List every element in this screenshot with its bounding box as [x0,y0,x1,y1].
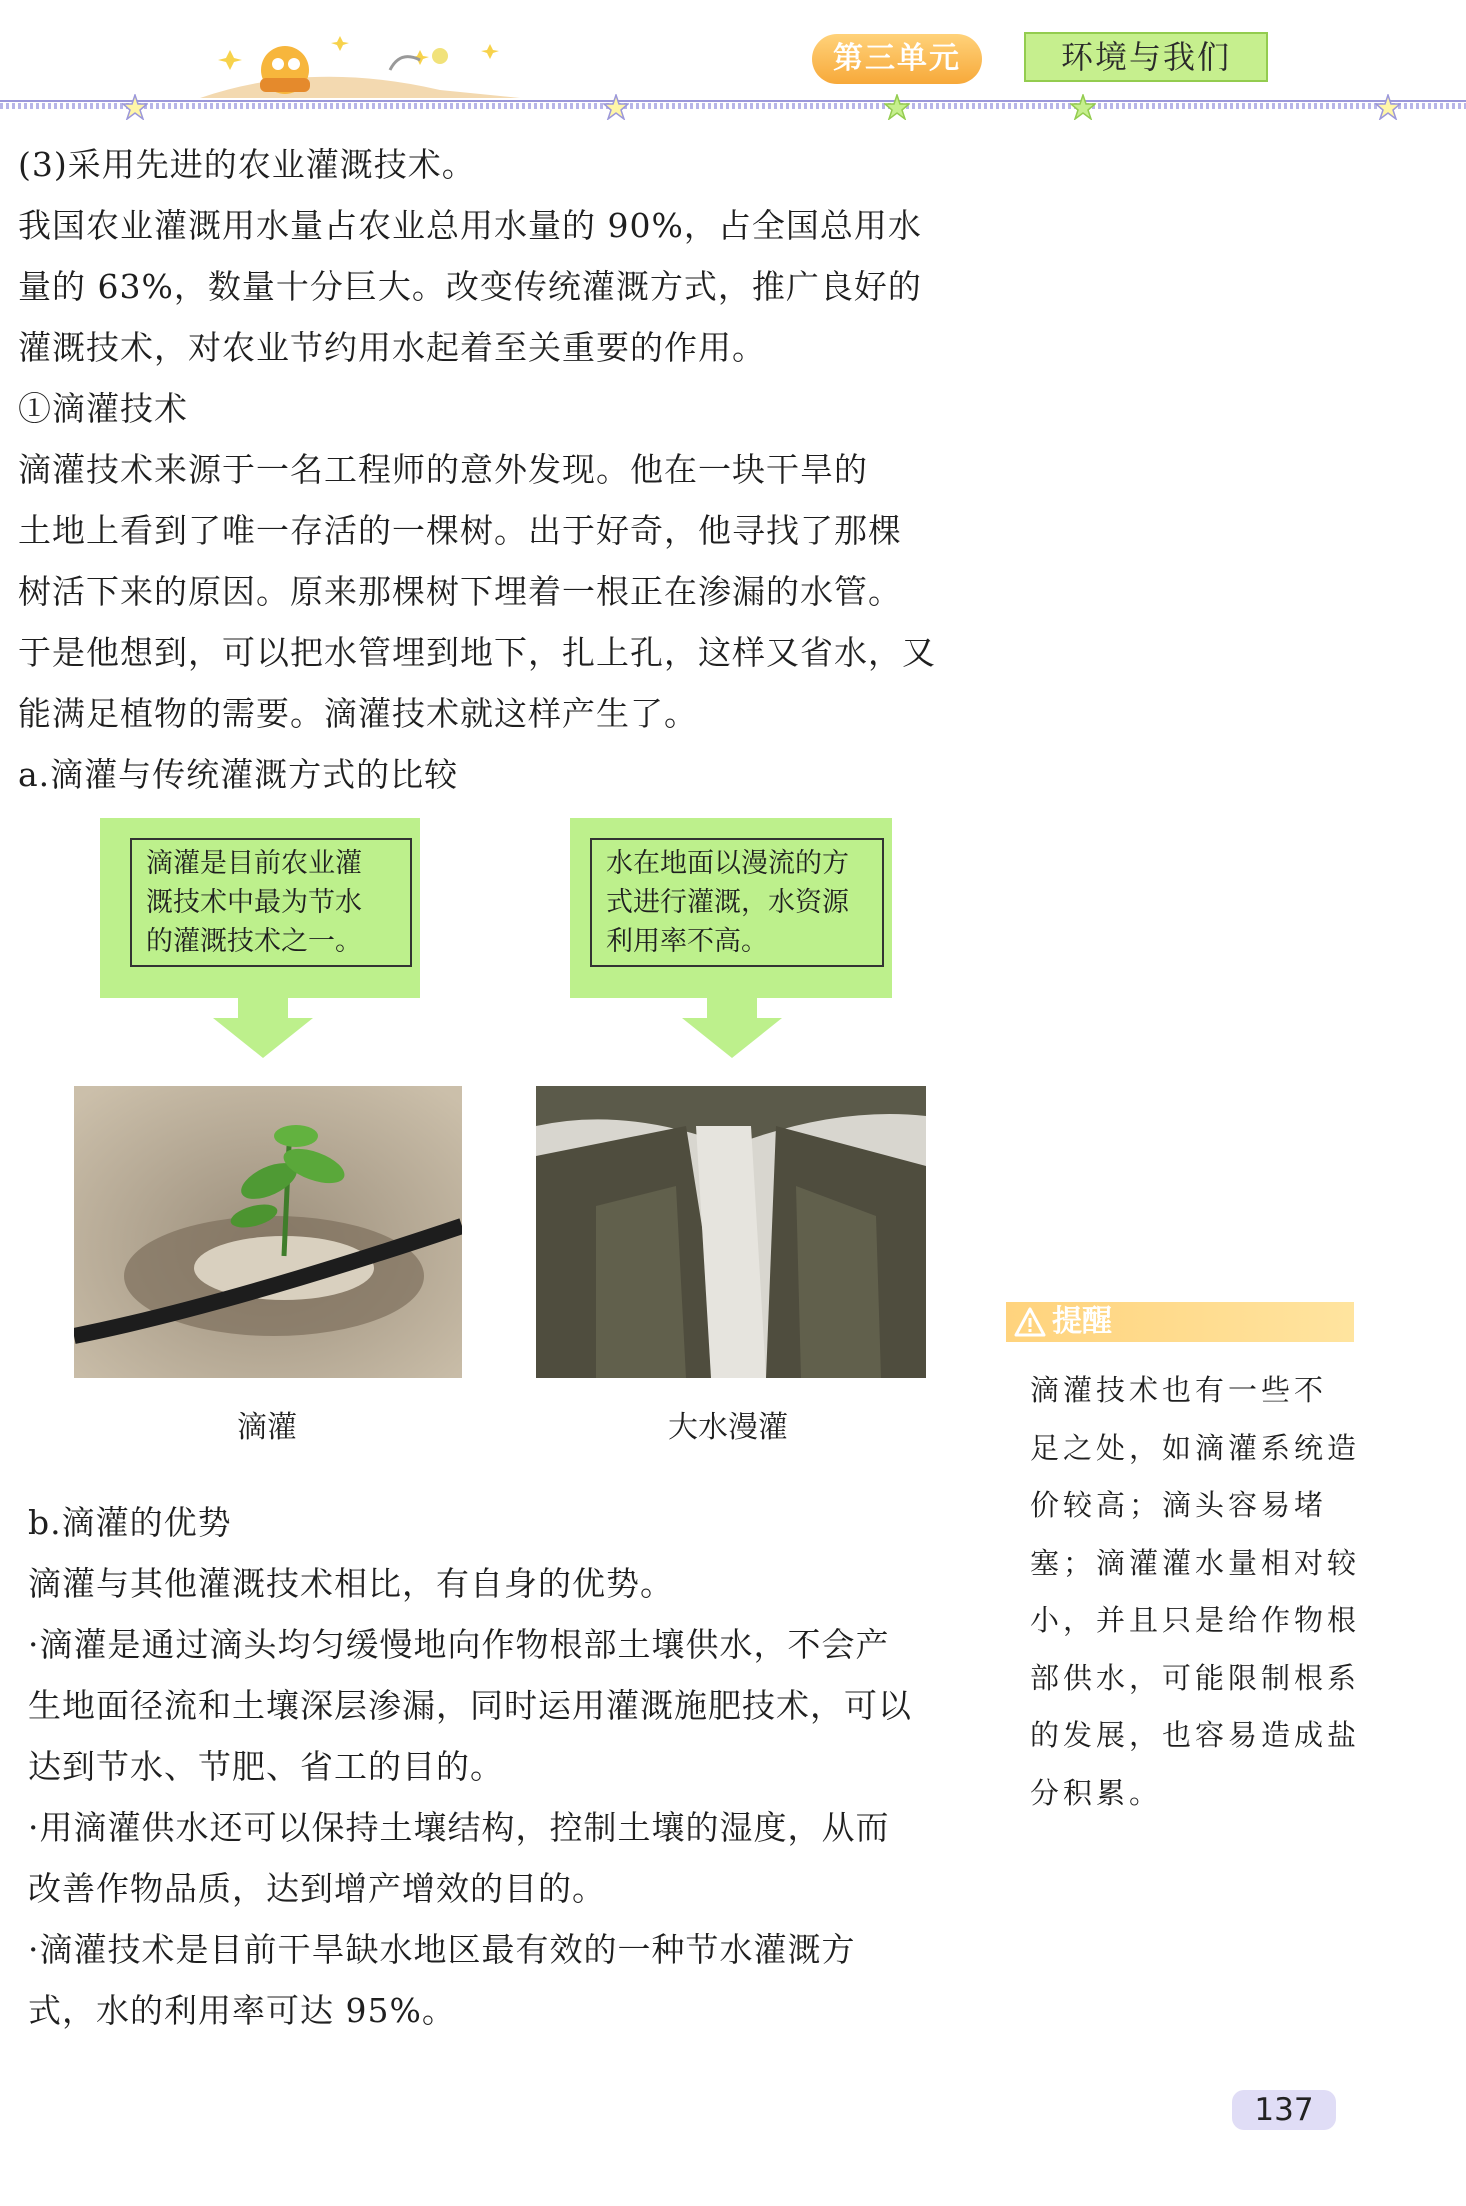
star-icon [1070,94,1096,120]
paragraph-line: 树活下来的原因。原来那棵树下埋着一根正在渗漏的水管。 [18,572,902,611]
flood-caption: 大水漫灌 [668,1410,788,1445]
header-dotted-rule [0,103,1466,109]
paragraph-line: 滴灌技术来源于一名工程师的意外发现。他在一块干旱的 [18,450,868,489]
flood-arrow-icon [682,1018,782,1058]
bullet-line: 生地面径流和土壤深层渗漏，同时运用灌溉施肥技术，可以 [28,1686,912,1725]
bullet-line: ·用滴灌供水还可以保持土壤结构，控制土壤的湿度，从而 [28,1808,890,1847]
paragraph-line: 我国农业灌溉用水量占农业总用水量的 90%，占全国总用水 [18,206,922,245]
bullet-line: 改善作物品质，达到增产增效的目的。 [28,1869,606,1908]
bullet-line: ·滴灌技术是目前干旱缺水地区最有效的一种节水灌溉方 [28,1930,856,1969]
star-icon [122,94,148,120]
section-heading: (3)采用先进的农业灌溉技术。 [18,145,476,184]
bullet-line: 达到节水、节肥、省工的目的。 [28,1747,504,1786]
subsection-heading: ①滴灌技术 [18,389,188,428]
unit-badge: 第三单元 [812,34,982,84]
drip-arrow-stem [238,998,288,1018]
warning-icon [1014,1306,1046,1338]
star-icon [603,94,629,120]
paragraph-line: 土地上看到了唯一存活的一棵树。出于好奇，他寻找了那棵 [18,511,902,550]
bullet-line: ·滴灌是通过滴头均匀缓慢地向作物根部土壤供水，不会产 [28,1625,890,1664]
drip-caption: 滴灌 [237,1410,297,1445]
paragraph-line: 于是他想到，可以把水管埋到地下，扎上孔，这样又省水，又 [18,633,936,672]
chapter-title: 环境与我们 [1024,32,1268,82]
star-icon [884,94,910,120]
flood-irrigation-photo [536,1086,926,1378]
drip-arrow-icon [213,1018,313,1058]
tip-header [1006,1302,1354,1342]
subsection-heading: a.滴灌与传统灌溉方式的比较 [18,755,459,794]
intro-section [18,134,978,805]
drip-note: 滴灌是目前农业灌 溉技术中最为节水 的灌溉技术之一。 [130,838,412,967]
flood-callout [570,818,892,998]
star-icon [1375,94,1401,120]
drip-callout [100,818,420,998]
header-divider [0,100,1466,102]
tip-body: 滴灌技术也有一些不 足之处，如滴灌系统造 价较高；滴头容易堵 塞；滴灌灌水量相对较 小，并且只是给作物根 部供水，可能限制根系 的发展，也容易造成盐 分积累。 [1030,1373,1361,1810]
paragraph-line: 能满足植物的需要。滴灌技术就这样产生了。 [18,694,698,733]
drip-irrigation-photo [74,1086,462,1378]
advantages-section [28,1492,988,2041]
cartoon-decoration-icon [190,20,550,102]
flood-arrow-stem [707,998,757,1018]
flood-note: 水在地面以漫流的方 式进行灌溉，水资源 利用率不高。 [590,838,884,967]
tip-label: 提醒 [1052,1304,1112,1339]
paragraph-line: 量的 63%，数量十分巨大。改变传统灌溉方式，推广良好的 [18,267,922,306]
paragraph-line: 滴灌与其他灌溉技术相比，有自身的优势。 [28,1564,674,1603]
page-number: 137 [1232,2090,1336,2130]
page-header [0,0,1466,110]
paragraph-line: 灌溉技术，对农业节约用水起着至关重要的作用。 [18,328,766,367]
subsection-heading: b.滴灌的优势 [28,1503,232,1542]
bullet-line: 式，水的利用率可达 95%。 [28,1991,456,2030]
